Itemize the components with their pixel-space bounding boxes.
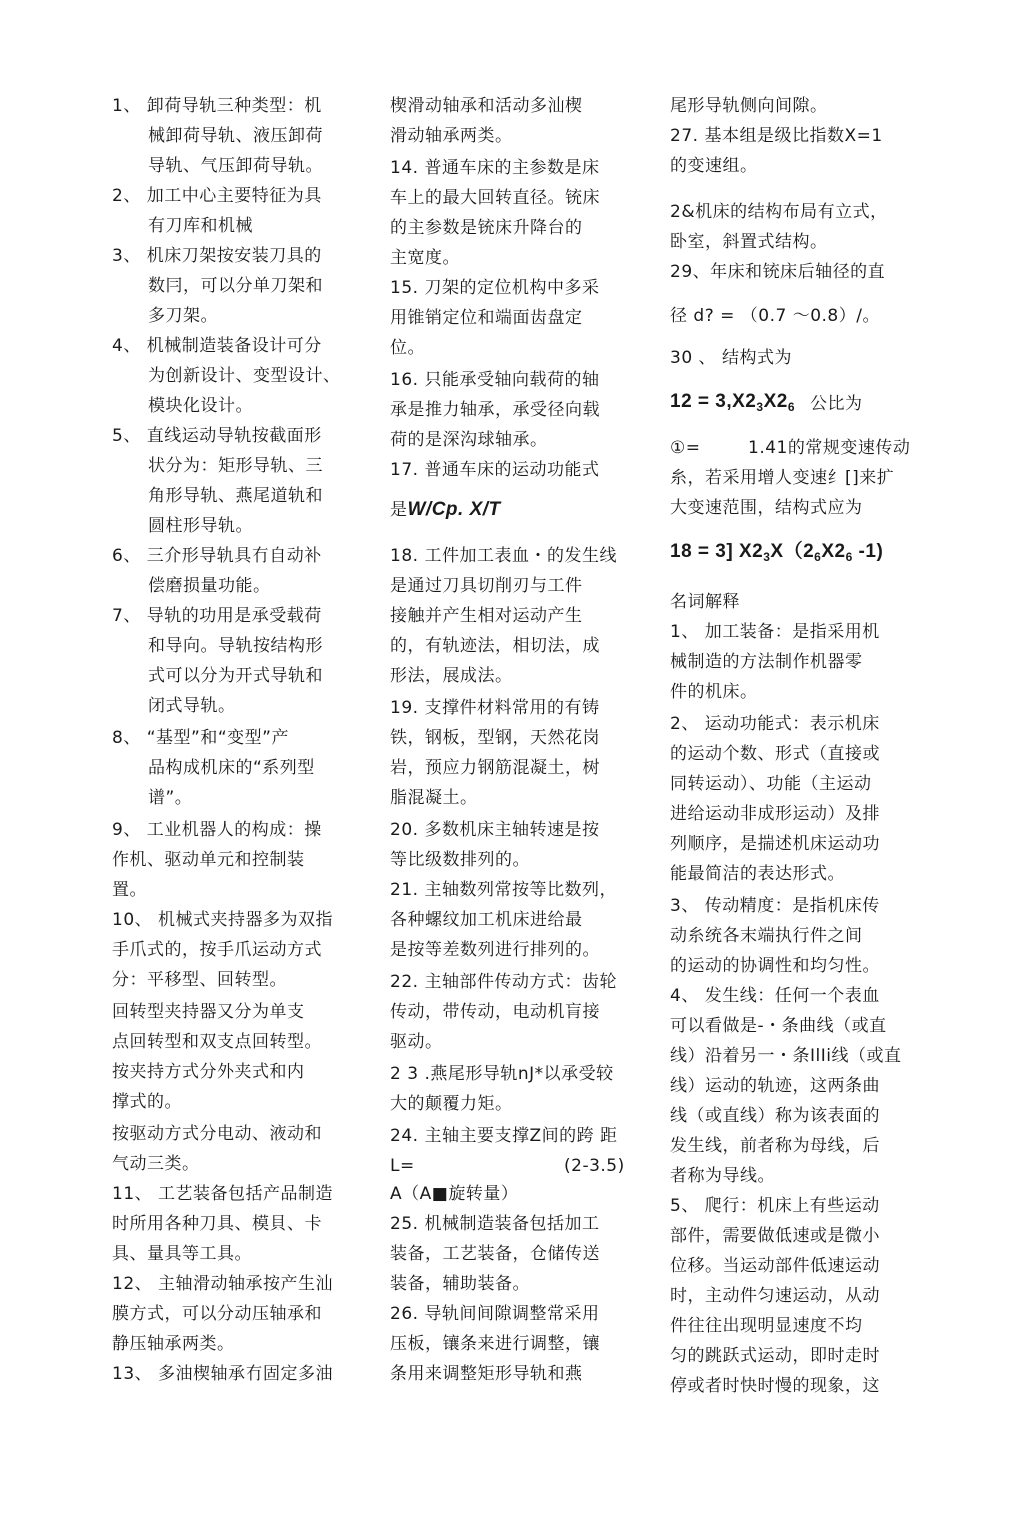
col2-line: L=: [390, 1156, 415, 1176]
col3-line: 部件，需要做低速或是微小: [670, 1226, 880, 1246]
col1-line: 11、 工艺装备包括产品制造: [112, 1184, 334, 1204]
col2-line: 是按等差数列进行排列的。: [390, 940, 600, 960]
col1-line: 置。: [112, 880, 147, 900]
col3-line: 可以看做是-・条曲线（或直: [670, 1016, 887, 1036]
col3-line: 进给运动非成形运动）及排: [670, 804, 880, 824]
col1-line: 6、 三介形导轨具冇自动补: [112, 546, 322, 566]
col2-line: 等比级数排列的。: [390, 850, 530, 870]
col1-line: 具、量具等工具。: [112, 1244, 252, 1264]
col2-line: 铁，钢板，型钢，天然花岗: [390, 728, 600, 748]
col3-line: ①=: [670, 438, 701, 458]
col2-line: 接触并产生相对运动产生: [390, 606, 583, 626]
col3-line: 大变速范围，结构式应为: [670, 498, 863, 518]
col1-line: 偿磨损量功能。: [148, 576, 271, 596]
col1-line: 2、 加工中心主要特征为具: [112, 186, 322, 206]
col3-line: 线）运动的轨迹，这两条曲: [670, 1076, 880, 1096]
col2-line: 16. 只能承受轴向载荷的轴: [390, 370, 600, 390]
col2-line: 车上的最大回转直径。铳床: [390, 188, 600, 208]
col1-line: 1、 卸荷导轨三种类型：机: [112, 96, 322, 116]
col1-line: 角形导轨、燕尾道轨和: [148, 486, 323, 506]
col2-line: 17. 普通车床的运动功能式: [390, 460, 600, 480]
col1-line: 按驱动方式分电动、液动和: [112, 1124, 322, 1144]
col2-line: 楔滑动轴承和活动多汕楔: [390, 96, 583, 116]
col2-line: 25. 机械制造装备包括加工: [390, 1214, 600, 1234]
col2-line: 21. 主轴数列常按等比数列，: [390, 880, 617, 900]
col1-line: 13、 多油楔轴承冇固定多油: [112, 1364, 334, 1384]
col3-line: 30 、 结构式为: [670, 348, 792, 368]
col1-line: 闭式导轨。: [148, 696, 236, 716]
col3-line: 件往往出现明显速度不均: [670, 1316, 863, 1336]
col1-line: 气动三类。: [112, 1154, 200, 1174]
col2-line: 24. 主轴主要支撑Z间的跨 距: [390, 1126, 618, 1146]
col1-line: 模块化设计。: [148, 396, 253, 416]
col2-line: 驱动。: [390, 1032, 443, 1052]
col1-line: 时所用各种刀具、模貝、卡: [112, 1214, 322, 1234]
col1-line: 品构成机床的“系列型: [148, 758, 315, 778]
col2-line: 装备，辅助装备。: [390, 1274, 530, 1294]
col2-line: A（A■旋转量）: [390, 1184, 519, 1204]
col1-line: 手爪式的，按手爪运动方式: [112, 940, 322, 960]
col3-line: 名词解释: [670, 592, 740, 612]
col3-line: 停或者时快时慢的现象，这: [670, 1376, 880, 1396]
motion-function-formula: 是W/Cp. X/T: [390, 499, 501, 520]
col3-line: 的运动的协调性和均匀性。: [670, 956, 880, 976]
col1-line: 和导向。导轨按结构形: [148, 636, 323, 656]
col1-line: 7、 导轨的功用是承受载荷: [112, 606, 322, 626]
col1-line: 12、 主轴滑动轴承按产生汕: [112, 1274, 334, 1294]
col2-line: 20. 多数机床主轴转速是按: [390, 820, 600, 840]
col3-line: 件的机床。: [670, 682, 758, 702]
col1-line: 多刀架。: [148, 306, 218, 326]
col2-line: 19. 支撑件材料常用的有铸: [390, 698, 600, 718]
structure-formula-2: 18 = 3] $X2_3X(2_6X2_6$ -1): [670, 541, 884, 564]
col1-line: 3、 机床刀架按安装刀具的: [112, 246, 322, 266]
col1-line: 点回转型和双支点回转型。: [112, 1032, 322, 1052]
col3-line: 列顺序，是揣述机床运动功: [670, 834, 880, 854]
col3-line: 糸，若采用增人变速纟[]来扩: [670, 468, 895, 488]
col1-line: 圆柱形导轨。: [148, 516, 253, 536]
col3-line: 能最简洁的表达形式。: [670, 864, 845, 884]
col3-line: 同转运动）、功能（主运动: [670, 774, 872, 794]
col2-line: 的，有轨迹法，相切法，成: [390, 636, 600, 656]
col3-line: 4、 发生线：任何一个表血: [670, 986, 880, 1006]
col1-line: 9、 工业机器人的构成：操: [112, 820, 322, 840]
col1-line: 状分为：矩形导轨、三: [148, 456, 323, 476]
col2-line: 主宽度。: [390, 248, 460, 268]
col3-line: 27. 基本组是级比指数X=1: [670, 126, 883, 146]
col2-line: 18. 工件加工表血・的发生线: [390, 546, 617, 566]
col3-line: 径 d? = （0.7 ～0.8）/。: [670, 306, 880, 326]
col2-line: 的主参数是铳床升降台的: [390, 218, 583, 238]
col3-line: 尾形导轨侧向间隙。: [670, 96, 828, 116]
col3-line: 公比为: [810, 394, 863, 414]
col2-line: 压板，镶条来进行调整，镶: [390, 1334, 600, 1354]
col1-line: 按夹持方式分外夹式和内: [112, 1062, 305, 1082]
col3-line: 2、 运动功能式：表示机床: [670, 714, 880, 734]
col2-line: 条用来调整矩形导轨和燕: [390, 1364, 583, 1384]
col3-line: 1、 加工装备：是指采用机: [670, 622, 880, 642]
col1-line: 有刀库和机械: [148, 216, 253, 236]
col3-line: 者称为导线。: [670, 1166, 775, 1186]
col2-line: (2-3.5): [564, 1156, 625, 1176]
col2-line: 装备，工艺装备，仓储传送: [390, 1244, 600, 1264]
col2-line: 承是推力轴承，承受径向载: [390, 400, 600, 420]
col1-line: 分：平移型、回转型。: [112, 970, 287, 990]
col2-line: 大的颠覆力矩。: [390, 1094, 513, 1114]
col1-line: 10、 机械式夹持器多为双指: [112, 910, 334, 930]
col2-line: 位。: [390, 338, 425, 358]
col1-line: 4、 机械制造装备设计可分: [112, 336, 322, 356]
col2-line: 22. 主轴部件传动方式：齿轮: [390, 972, 617, 992]
col3-line: 1.41的常规变速传动: [748, 438, 911, 458]
col1-line: 导轨、气压卸荷导轨。: [148, 156, 323, 176]
col3-line: 械制造的方法制作机器零: [670, 652, 863, 672]
col2-line: 荷的是深沟球轴承。: [390, 430, 548, 450]
col2-line: 岩，预应力钢筋混凝土，树: [390, 758, 600, 778]
col2-line: 26. 导轨间间隙调整常采用: [390, 1304, 600, 1324]
col1-line: 撑式的。: [112, 1092, 182, 1112]
col3-line: 线（或直线）称为该表面的: [670, 1106, 880, 1126]
col1-line: 为创新设计、变型设计、: [148, 366, 341, 386]
col1-line: 数冃，可以分单刀架和: [148, 276, 323, 296]
col1-line: 械卸荷导轨、液压卸荷: [148, 126, 323, 146]
col1-line: 谱”。: [148, 788, 193, 808]
col1-line: 膜方式，可以分动压轴承和: [112, 1304, 322, 1324]
col2-line: 15. 刀架的定位机构中多采: [390, 278, 600, 298]
col3-line: 卧室，斜置式结构。: [670, 232, 828, 252]
col2-line: 脂混凝土。: [390, 788, 478, 808]
col3-line: 的变速组。: [670, 156, 758, 176]
col3-line: 2&机床的结构布局有立式，: [670, 202, 888, 222]
col3-line: 位移。当运动部件低速运动: [670, 1256, 880, 1276]
col1-line: 回转型夹持器又分为单支: [112, 1002, 305, 1022]
col2-line: 用锥销定位和端面齿盘定: [390, 308, 583, 328]
col2-line: 各种螺纹加工机床进给最: [390, 910, 583, 930]
col1-line: 8、 “基型”和“变型”产: [112, 728, 289, 748]
col3-line: 时，主动件匀速运动，从动: [670, 1286, 880, 1306]
structure-formula-1: $12 = 3,X2_3X2_6$: [670, 391, 795, 414]
col3-line: 线）沿着另一・条IlIi线（或直: [670, 1046, 902, 1066]
col2-line: 传动，带传动，电动机肓接: [390, 1002, 600, 1022]
col2-line: 形法，展成法。: [390, 666, 513, 686]
col3-line: 的运动个数、形式（直接或: [670, 744, 880, 764]
col3-line: 发生线，前者称为母线，后: [670, 1136, 880, 1156]
col2-line: 2 3 .燕尾形导轨nJ*以承受较: [390, 1064, 614, 1084]
col2-line: 滑动轴承两类。: [390, 126, 513, 146]
col3-line: 29、年床和铳床后轴径的直: [670, 262, 886, 282]
col3-line: 动糸统各末端执行件之间: [670, 926, 863, 946]
col2-line: 14. 普通车床的主参数是床: [390, 158, 600, 178]
col1-line: 5、 直线运动导轨按截面形: [112, 426, 322, 446]
col3-line: 匀的跳跃式运动，即时走时: [670, 1346, 880, 1366]
col1-line: 式可以分为开式导轨和: [148, 666, 323, 686]
col1-line: 静压轴承两类。: [112, 1334, 235, 1354]
col3-line: 5、 爬行：机床上有些运动: [670, 1196, 880, 1216]
col1-line: 作机、驱动单元和控制装: [112, 850, 305, 870]
col3-line: 3、 传动精度：是指机床传: [670, 896, 880, 916]
col2-line: 是通过刀具切削刃与工件: [390, 576, 583, 596]
